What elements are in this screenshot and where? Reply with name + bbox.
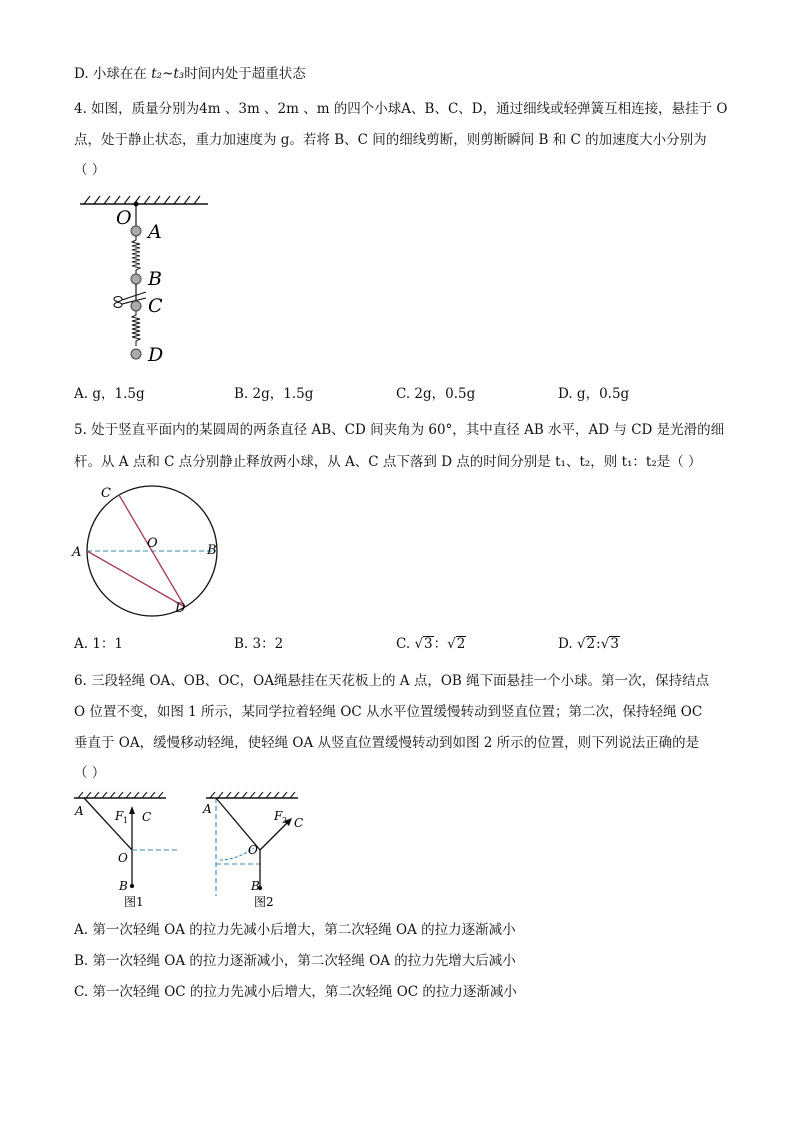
q6-stem-line3: 垂直于 OA，缓慢移动轻绳，使轻绳 OA 从竖直位置缓慢转动到如图 2 所示的位置，则下列说法正确的是 [74, 735, 700, 751]
label-c: C [142, 810, 152, 824]
ceiling-hatch [84, 196, 200, 204]
q5-option-b: B. 3：2 [234, 636, 284, 652]
q6-option-a: A. 第一次轻绳 OA 的拉力先减小后增大，第二次轻绳 OA 的拉力逐渐减小 [74, 922, 516, 938]
q5-option-c [396, 634, 466, 654]
q5-option-d-sep: : [596, 636, 601, 652]
sqrt-sign: √ [600, 636, 610, 652]
spring-ab [132, 236, 140, 274]
label-a: A [72, 545, 82, 560]
sqrt-sign: √ [576, 636, 586, 652]
q5-option-a: A. 1：1 [74, 636, 124, 652]
q6-option-c: C. 第一次轻绳 OC 的拉力先减小后增大，第二次轻绳 OC 的拉力逐渐减小 [74, 984, 517, 1000]
label-a: A [75, 804, 84, 818]
spring-cd [132, 311, 140, 346]
label-d: D [175, 601, 186, 616]
q5-option-c-radicand1: 3 [424, 636, 433, 652]
q6-figure-2 [202, 790, 317, 910]
label-b: B [207, 543, 217, 558]
q5-option-d-radicand2: 3 [610, 636, 619, 652]
q3-option-d [74, 64, 306, 84]
ball-c [131, 301, 141, 311]
q4-option-b: B. 2g，1.5g [234, 386, 314, 402]
ball-b [131, 274, 141, 284]
caption-fig1: 图1 [124, 895, 144, 909]
q6-stem-line1: 6. 三段轻绳 OA、OB、OC，OA绳悬挂在天花板上的 A 点，OB 绳下面悬挂一个小球。第一次，保持结点 [74, 673, 710, 689]
ball-a [131, 226, 141, 236]
q4-option-a: A. g，1.5g [74, 386, 145, 402]
q4-stem-line1: 4. 如图，质量分别为4m 、3m 、2m 、m 的四个小球A、B、C、D，通过细线或轻弹簧互相连接，悬挂于 O [74, 101, 728, 117]
sqrt-sign: √ [414, 636, 424, 652]
arrow-f1-icon [129, 806, 135, 814]
label-f2-sub: 2 [282, 816, 288, 825]
q4-stem-line3: （ ） [74, 162, 106, 178]
label-f2: F [274, 809, 283, 823]
ball [130, 884, 134, 888]
q5-option-d-radicand1: 2 [586, 636, 596, 652]
label-d: D [148, 344, 164, 366]
q5-stem-line2: 杆。从 A 点和 C 点分别静止释放两小球，从 A、C 点下落到 D 点的时间分别是 t₁、t₂，则 t₁：t₂是（ ） [74, 454, 702, 470]
ceiling-hatch [78, 792, 163, 798]
label-b: B [148, 268, 162, 290]
label-c: C [294, 816, 304, 830]
q3-option-d-suffix: 时间内处于超重状态 [184, 66, 306, 82]
q5-option-d [558, 634, 620, 654]
label-f1-sub: 1 [123, 816, 129, 825]
q4-option-d: D. g，0.5g [558, 386, 630, 402]
label-f1: F [115, 809, 124, 823]
label-o: O [118, 851, 128, 865]
q6-figure-1 [72, 790, 187, 910]
label-b: B [251, 879, 260, 893]
label-a: A [203, 802, 212, 816]
q3-option-d-prefix: D. 小球在在 [74, 66, 152, 82]
label-o: O [248, 843, 258, 857]
q6-option-b: B. 第一次轻绳 OA 的拉力逐渐减小，第二次轻绳 OA 的拉力先增大后减小 [74, 953, 516, 969]
label-a: A [148, 221, 162, 243]
q4-spring-figure [76, 188, 216, 368]
rope-oc [260, 822, 288, 850]
ball-d [131, 349, 141, 359]
q5-option-c-radicand2: 2 [456, 636, 466, 652]
label-o: O [116, 207, 132, 229]
t3-symbol: t₃ [173, 66, 185, 82]
q5-circle-figure [70, 482, 230, 622]
caption-fig2: 图2 [254, 895, 274, 909]
chord-ad [87, 551, 185, 607]
sqrt-sign: √ [447, 636, 456, 652]
tilde: ~ [162, 66, 174, 82]
q6-stem-line4: （ ） [74, 765, 106, 781]
label-b: B [119, 879, 128, 893]
q5-option-d-prefix: D. [558, 636, 577, 652]
q5-option-c-sep: ： [433, 636, 448, 652]
label-c: C [101, 486, 111, 501]
label-o: O [147, 536, 158, 551]
q5-option-c-prefix: C. [396, 636, 415, 652]
ceiling-hatch [210, 792, 295, 798]
q5-stem-line1: 5. 处于竖直平面内的某圆周的两条直径 AB、CD 间夹角为 60°，其中直径 AB 水平，AD 与 CD 是光滑的细 [74, 422, 725, 438]
label-c: C [148, 295, 163, 317]
q6-stem-line2: O 位置不变，如图 1 所示，某同学拉着轻绳 OC 从水平位置缓慢转动到竖直位置；第二次，保持轻绳 OC [74, 704, 703, 720]
q4-option-c: C. 2g，0.5g [396, 386, 476, 402]
t2-symbol: t₂ [151, 66, 163, 82]
q4-stem-line2: 点，处于静止状态，重力加速度为 g。若将 B、C 间的细线剪断，则剪断瞬间 B 和 C 的加速度大小分别为 [74, 132, 707, 148]
